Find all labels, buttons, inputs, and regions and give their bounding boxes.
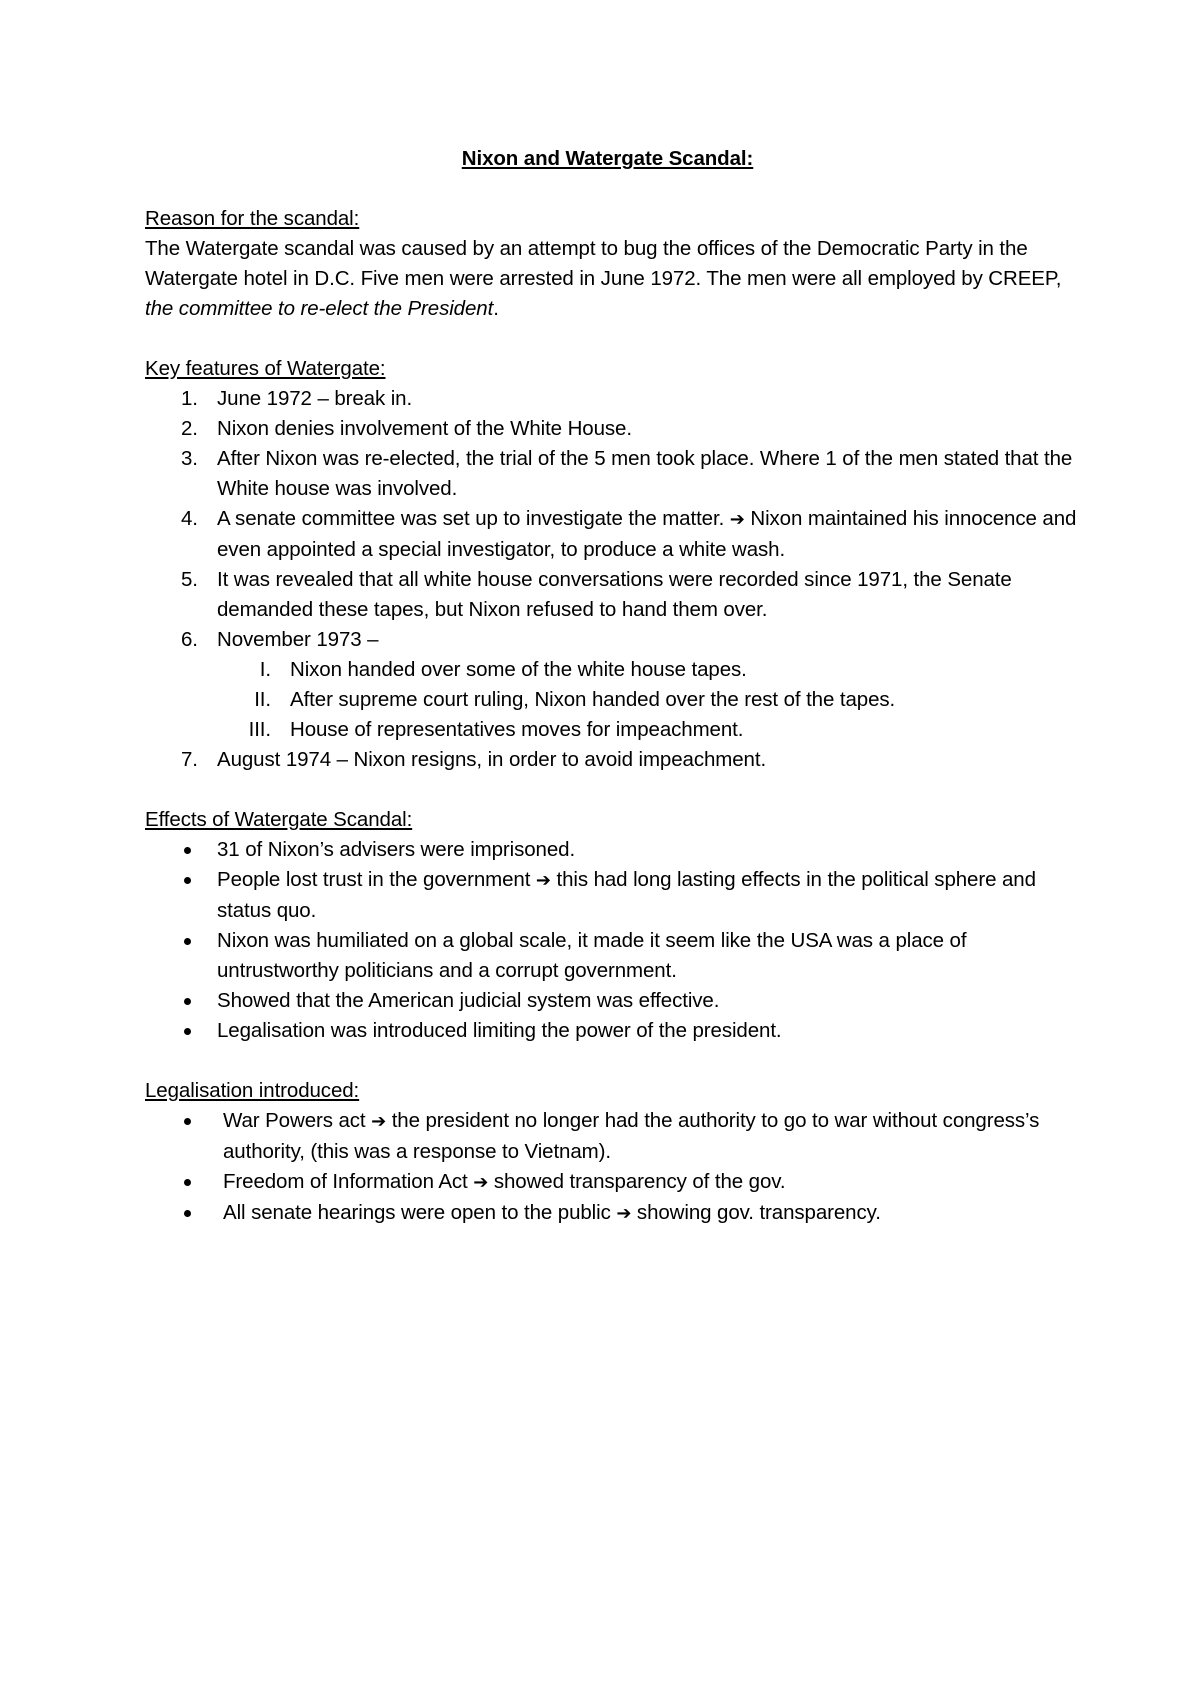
list-number: 7. bbox=[181, 748, 198, 771]
reason-italic-text: the committee to re-elect the President bbox=[145, 297, 494, 320]
list-item-text: November 1973 – bbox=[217, 628, 379, 651]
roman-numeral: I. bbox=[259, 658, 271, 681]
reason-text: The Watergate scandal was caused by an attempt to bug the offices of the Democratic Party in the Watergate hotel in D.C. Five men were arrested in June 1972. The men were all employed by CREEP, bbox=[145, 237, 1062, 290]
list-item bbox=[143, 865, 1090, 926]
bullet-dot-icon bbox=[184, 1179, 191, 1186]
sub-list-item-text: After supreme court ruling, Nixon handed over the rest of the tapes. bbox=[290, 688, 896, 711]
list-item-text: Freedom of Information Act bbox=[223, 1170, 474, 1193]
roman-numeral: II. bbox=[254, 688, 271, 711]
bullet-dot-icon bbox=[184, 938, 191, 945]
list-item bbox=[143, 986, 1090, 1016]
list-item-text: A senate committee was set up to investigate the matter. bbox=[217, 507, 730, 530]
list-item-text: All senate hearings were open to the public bbox=[223, 1201, 617, 1224]
list-item bbox=[143, 1167, 1090, 1198]
list-number: 2. bbox=[181, 417, 198, 440]
list-number: 5. bbox=[181, 568, 198, 591]
list-item bbox=[143, 1016, 1090, 1046]
bullet-dot-icon bbox=[184, 1028, 191, 1035]
list-item bbox=[143, 565, 1090, 625]
legalisation-list bbox=[145, 1106, 1090, 1229]
list-item-text: the president no longer had the authority to go to war without congress’s authority, (this was a response to Vietnam). bbox=[223, 1109, 1040, 1163]
list-item-text: Nixon denies involvement of the White House. bbox=[217, 417, 632, 440]
list-item bbox=[143, 414, 1090, 444]
right-arrow-icon: ➔ bbox=[729, 509, 745, 530]
list-number: 6. bbox=[181, 628, 198, 651]
list-item bbox=[143, 444, 1090, 504]
sub-list bbox=[217, 655, 1090, 745]
sub-list-item bbox=[217, 685, 1090, 715]
list-number: 4. bbox=[181, 507, 198, 530]
features-list bbox=[145, 384, 1090, 775]
list-item bbox=[143, 835, 1090, 865]
bullet-dot-icon bbox=[184, 877, 191, 884]
list-item-text: People lost trust in the government bbox=[217, 868, 536, 891]
sub-list-item bbox=[217, 715, 1090, 745]
bullet-dot-icon bbox=[184, 1118, 191, 1125]
reason-text-end: . bbox=[493, 297, 499, 320]
list-item bbox=[143, 625, 1090, 745]
legalisation-heading: Legalisation introduced: bbox=[145, 1079, 360, 1102]
list-item-text: showing gov. transparency. bbox=[631, 1201, 881, 1224]
list-item-text: Legalisation was introduced limiting the power of the president. bbox=[217, 1019, 782, 1042]
list-item-text: War Powers act bbox=[223, 1109, 372, 1132]
right-arrow-icon: ➔ bbox=[616, 1203, 632, 1224]
list-item-text: Nixon was humiliated on a global scale, it made it seem like the USA was a place of untrustworthy politicians and a corrupt government. bbox=[217, 929, 967, 982]
list-item-text: Nixon maintained his innocence and even appointed a special investigator, to produce a white wash. bbox=[217, 507, 1077, 561]
spacer bbox=[145, 1046, 1090, 1076]
right-arrow-icon: ➔ bbox=[371, 1111, 387, 1132]
page-title: Nixon and Watergate Scandal: bbox=[461, 147, 754, 170]
list-item bbox=[143, 926, 1090, 986]
roman-numeral: III. bbox=[248, 718, 271, 741]
list-item bbox=[143, 745, 1090, 775]
list-item-text: this had long lasting effects in the political sphere and status quo. bbox=[217, 868, 1036, 922]
list-item bbox=[143, 1106, 1090, 1167]
right-arrow-icon: ➔ bbox=[535, 870, 551, 891]
reason-heading: Reason for the scandal: bbox=[145, 207, 360, 230]
sub-list-item bbox=[217, 655, 1090, 685]
right-arrow-icon: ➔ bbox=[473, 1172, 489, 1193]
list-item-text: Showed that the American judicial system was effective. bbox=[217, 989, 720, 1012]
reason-paragraph bbox=[145, 234, 1090, 324]
bullet-dot-icon bbox=[184, 1210, 191, 1217]
bullet-dot-icon bbox=[184, 998, 191, 1005]
list-item-text: After Nixon was re-elected, the trial of the 5 men took place. Where 1 of the men stated that the White house was involved. bbox=[217, 447, 1073, 500]
spacer bbox=[145, 324, 1090, 354]
effects-list bbox=[145, 835, 1090, 1046]
list-number: 1. bbox=[181, 387, 198, 410]
effects-heading: Effects of Watergate Scandal: bbox=[145, 808, 413, 831]
sub-list-item-text: Nixon handed over some of the white house tapes. bbox=[290, 658, 747, 681]
spacer bbox=[145, 775, 1090, 805]
list-item-text: August 1974 – Nixon resigns, in order to avoid impeachment. bbox=[217, 748, 767, 771]
list-item bbox=[143, 384, 1090, 414]
bullet-dot-icon bbox=[184, 847, 191, 854]
features-heading: Key features of Watergate: bbox=[145, 357, 386, 380]
list-item-text: showed transparency of the gov. bbox=[488, 1170, 786, 1193]
list-item-text: June 1972 – break in. bbox=[217, 387, 413, 410]
list-item bbox=[143, 1198, 1090, 1229]
list-number: 3. bbox=[181, 447, 198, 470]
list-item-text: It was revealed that all white house conversations were recorded since 1971, the Senate demanded these tapes, but Nixon refused to hand them over. bbox=[217, 568, 1012, 621]
list-item-text: 31 of Nixon’s advisers were imprisoned. bbox=[217, 838, 576, 861]
sub-list-item-text: House of representatives moves for impeachment. bbox=[290, 718, 744, 741]
list-item bbox=[143, 504, 1090, 565]
